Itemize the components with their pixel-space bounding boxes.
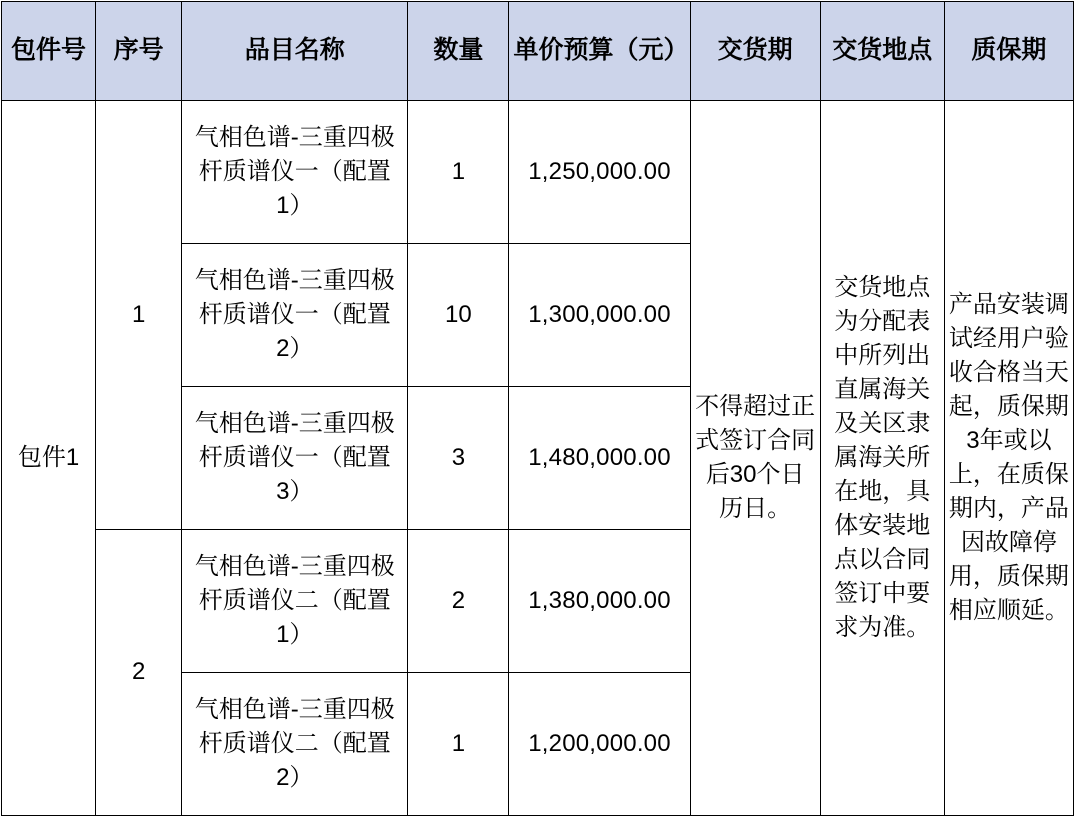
cell-unit-price: 1,250,000.00 [509, 101, 690, 244]
cell-package-no: 包件1 [2, 101, 96, 816]
cell-quantity: 2 [408, 530, 509, 673]
column-header-package-no: 包件号 [2, 2, 96, 101]
cell-item-name: 气相色谱-三重四极杆质谱仪一（配置2） [182, 244, 408, 387]
cell-quantity: 1 [408, 673, 509, 816]
cell-delivery-period: 不得超过正式签订合同后30个日历日。 [690, 101, 820, 816]
column-header-warranty-period: 质保期 [944, 2, 1073, 101]
cell-item-name: 气相色谱-三重四极杆质谱仪二（配置1） [182, 530, 408, 673]
cell-quantity: 1 [408, 101, 509, 244]
table-body [2, 101, 1074, 816]
column-header-unit-price-budget: 单价预算（元） [509, 2, 690, 101]
cell-item-name: 气相色谱-三重四极杆质谱仪一（配置1） [182, 101, 408, 244]
column-header-item-name: 品目名称 [182, 2, 408, 101]
column-header-sequence-no: 序号 [96, 2, 182, 101]
cell-unit-price: 1,200,000.00 [509, 673, 690, 816]
cell-sequence-no: 2 [96, 530, 182, 816]
column-header-delivery-period: 交货期 [690, 2, 820, 101]
cell-unit-price: 1,380,000.00 [509, 530, 690, 673]
cell-warranty-period: 产品安装调试经用户验收合格当天起，质保期3年或以上，在质保期内，产品因故障停用，质保期相应顺延。 [944, 101, 1073, 816]
cell-quantity: 10 [408, 244, 509, 387]
table-row [2, 101, 1074, 244]
cell-unit-price: 1,300,000.00 [509, 244, 690, 387]
cell-quantity: 3 [408, 387, 509, 530]
cell-item-name: 气相色谱-三重四极杆质谱仪二（配置2） [182, 673, 408, 816]
cell-delivery-place: 交货地点为分配表中所列出直属海关及关区隶属海关所在地，具体安装地点以合同签订中要求为准。 [820, 101, 944, 816]
cell-sequence-no: 1 [96, 101, 182, 530]
column-header-delivery-place: 交货地点 [820, 2, 944, 101]
procurement-package-table [1, 1, 1074, 816]
table-header-row [2, 2, 1074, 101]
table-header [2, 2, 1074, 101]
column-header-quantity: 数量 [408, 2, 509, 101]
cell-item-name: 气相色谱-三重四极杆质谱仪一（配置3） [182, 387, 408, 530]
cell-unit-price: 1,480,000.00 [509, 387, 690, 530]
